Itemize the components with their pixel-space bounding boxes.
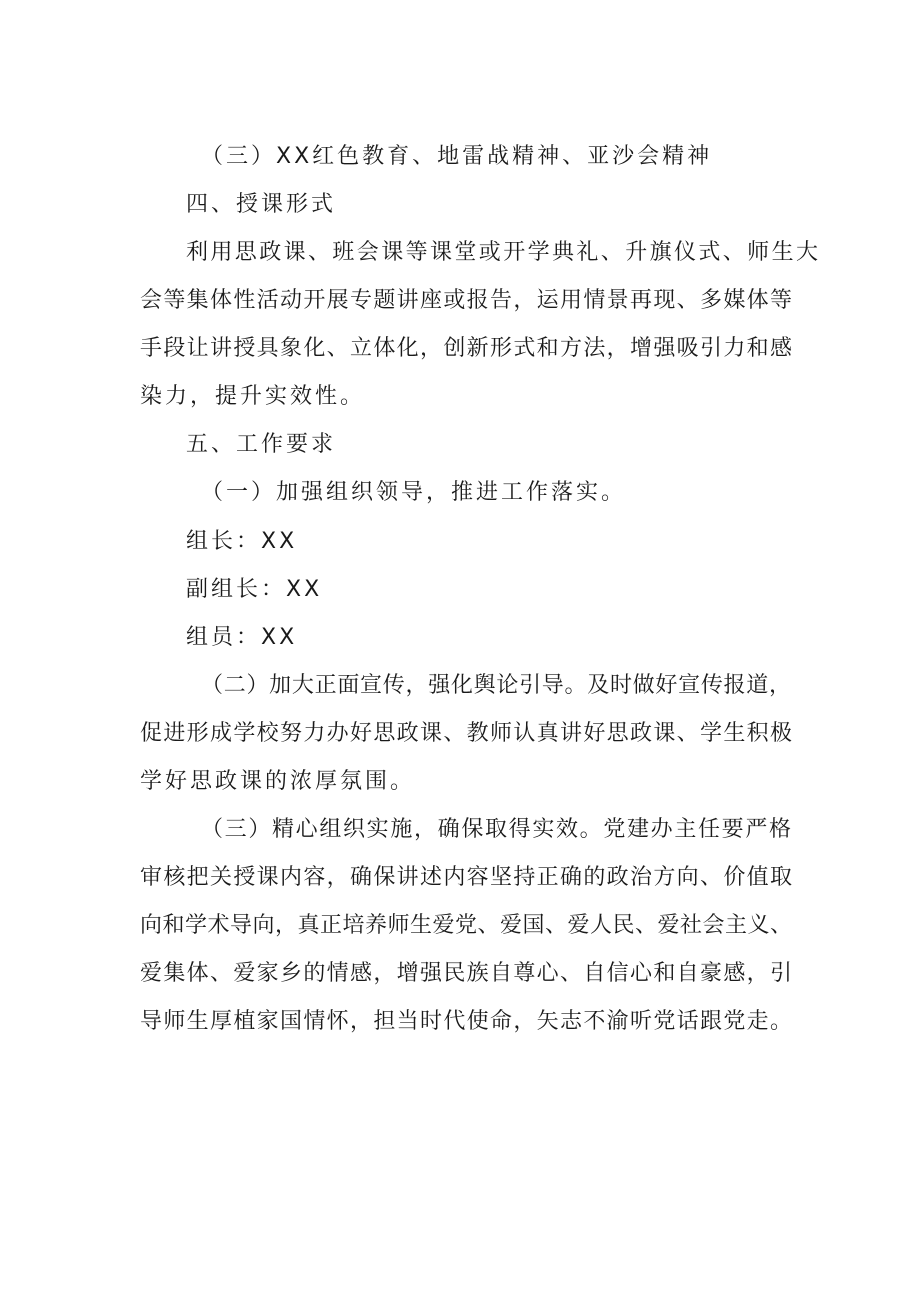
paragraph-line: 促进形成学校努力办好思政课、教师认真讲好思政课、学生积极 bbox=[140, 721, 792, 746]
subheading-3-red-education: （三）XX红色教育、地雷战精神、亚沙会精神 bbox=[201, 144, 713, 169]
heading-5-work-requirements: 五、工作要求 bbox=[186, 432, 337, 457]
paragraph-line: 手段让讲授具象化、立体化，创新形式和方法，增强吸引力和感 bbox=[140, 336, 792, 361]
paragraph-line: 爱集体、爱家乡的情感，增强民族自尊心、自信心和自豪感，引 bbox=[140, 961, 792, 986]
paragraph-line: 学好思政课的浓厚氛围。 bbox=[140, 769, 416, 794]
subheading-3-implementation: （三）精心组织实施，确保取得实效。党建办主任要严格 bbox=[201, 817, 791, 842]
paragraph-line: 向和学术导向，真正培养师生爱党、爱国、爱人民、爱社会主义、 bbox=[140, 913, 792, 938]
paragraph-line: 会等集体性活动开展专题讲座或报告，运用情景再现、多媒体等 bbox=[140, 288, 792, 313]
group-leader-line: 组长：XX bbox=[186, 529, 298, 554]
paragraph-line: 审核把关授课内容，确保讲述内容坚持正确的政治方向、价值取 bbox=[140, 865, 792, 890]
paragraph-line: 利用思政课、班会课等课堂或开学典礼、升旗仪式、师生大 bbox=[186, 240, 818, 265]
deputy-leader-line: 副组长：XX bbox=[186, 577, 323, 602]
heading-4-teaching-format: 四、授课形式 bbox=[186, 192, 337, 217]
subheading-2-publicity: （二）加大正面宣传，强化舆论引导。及时做好宣传报道， bbox=[201, 673, 791, 698]
group-members-line: 组员：XX bbox=[186, 625, 298, 650]
paragraph-line: 导师生厚植家国情怀，担当时代使命，矢志不渝听党话跟党走。 bbox=[140, 1009, 792, 1034]
paragraph-line: 染力，提升实效性。 bbox=[140, 384, 366, 409]
subheading-1-organization: （一）加强组织领导，推进工作落实。 bbox=[201, 480, 627, 505]
